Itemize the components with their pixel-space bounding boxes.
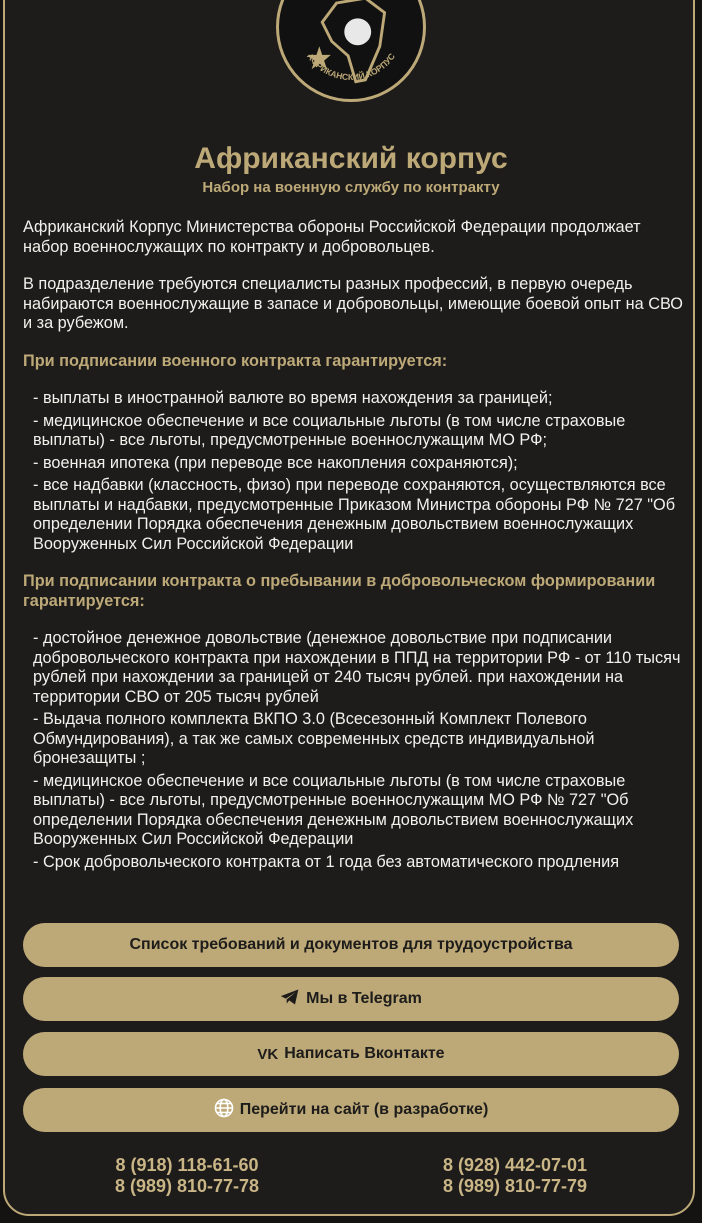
page-title: Африканский корпус (194, 142, 508, 175)
list-item: - достойное денежное довольствие (денежное довольствие при подписании добровольческого контракта при нахождении в ППД на территории РФ - от 110 тысяч рублей при нахождении за границей от 240 тысяч рублей. при нахождении на территории СВО от 205 тысяч рублей (33, 629, 681, 706)
vk-button[interactable] (23, 1032, 679, 1076)
list-item: - военная ипотека (при переводе все накопления сохраняются); (33, 453, 518, 472)
website-button[interactable] (23, 1088, 679, 1132)
requirements-label: Список требований и документов для трудоустройства (129, 936, 573, 953)
list-item: - все надбавки (классность, физо) при переводе сохраняются, осуществляются все выплаты и надбавки, предусмотренные Приказом Министра обороны РФ № 727 "Об определении Порядка обеспечения денежным довольствием военнослужащих Вооруженных Сил Российской Федерации (33, 476, 676, 553)
phone-number[interactable]: 8 (989) 810-77-79 (442, 1176, 588, 1196)
website-label: Перейти на сайт (в разработке) (239, 1101, 489, 1118)
telegram-icon (280, 988, 300, 1011)
vk-label: Написать Вконтакте (284, 1045, 445, 1062)
intro-paragraph: Африканский Корпус Министерства обороны Российской Федерации продолжает набор военнослужащих по контракту и добровольцев. (23, 218, 641, 256)
vk-icon: VK (257, 1045, 279, 1063)
section-heading: При подписании военного контракта гарантируется: (23, 351, 448, 370)
volunteer-guarantees-list (23, 629, 683, 872)
telegram-label: Мы в Telegram (306, 990, 422, 1007)
list-item: - Срок добровольческого контракта от 1 года без автоматического продления (33, 852, 620, 871)
requirements-button[interactable] (23, 923, 679, 967)
list-item: - Выдача полного комплекта ВКПО 3.0 (Всесезонный Комплект Полевого Обмундирования), а так же самых современных средств индивидуальной бронезащиты ; (33, 710, 595, 767)
page-subtitle: Набор на военную службу по контракту (202, 179, 500, 196)
intro-paragraph: В подразделение требуются специалисты разных профессий, в первую очередь набираются военнослужащие в запасе и добровольцы, имеющие боевой опыт на СВО и за рубежом. (23, 275, 683, 332)
military-guarantees-list (23, 389, 683, 554)
african-corps-logo (276, 0, 426, 102)
phone-number[interactable]: 8 (928) 442-07-01 (442, 1155, 588, 1175)
svg-text:АФРИКАНСКИЙ КОРПУС: АФРИКАНСКИЙ КОРПУС (305, 51, 397, 83)
section-heading: При подписании контракта о пребывании в добровольческом формировании гарантируется: (23, 572, 656, 610)
phones-left (57, 1155, 317, 1197)
phones-right (385, 1155, 645, 1197)
list-item: - выплаты в иностранной валюте во время нахождения за границей; (33, 389, 553, 407)
phone-number[interactable]: 8 (989) 810-77-78 (114, 1176, 260, 1196)
telegram-button[interactable] (23, 977, 679, 1021)
globe-icon (214, 1098, 234, 1123)
content (23, 218, 683, 890)
list-item: - медицинское обеспечение и все социальные льготы (в том числе страховые выплаты) - все льготы, предусмотренные военнослужащим МО РФ; (33, 411, 626, 449)
list-item: - медицинское обеспечение и все социальные льготы (в том числе страховые выплаты) - все льготы, предусмотренные военнослужащим МО РФ № 727 "Об определении Порядка обеспечения денежным довольствием военнослужащих Вооруженных Сил Российской Федерации (33, 771, 634, 848)
phone-number[interactable]: 8 (918) 118-61-60 (115, 1155, 259, 1175)
